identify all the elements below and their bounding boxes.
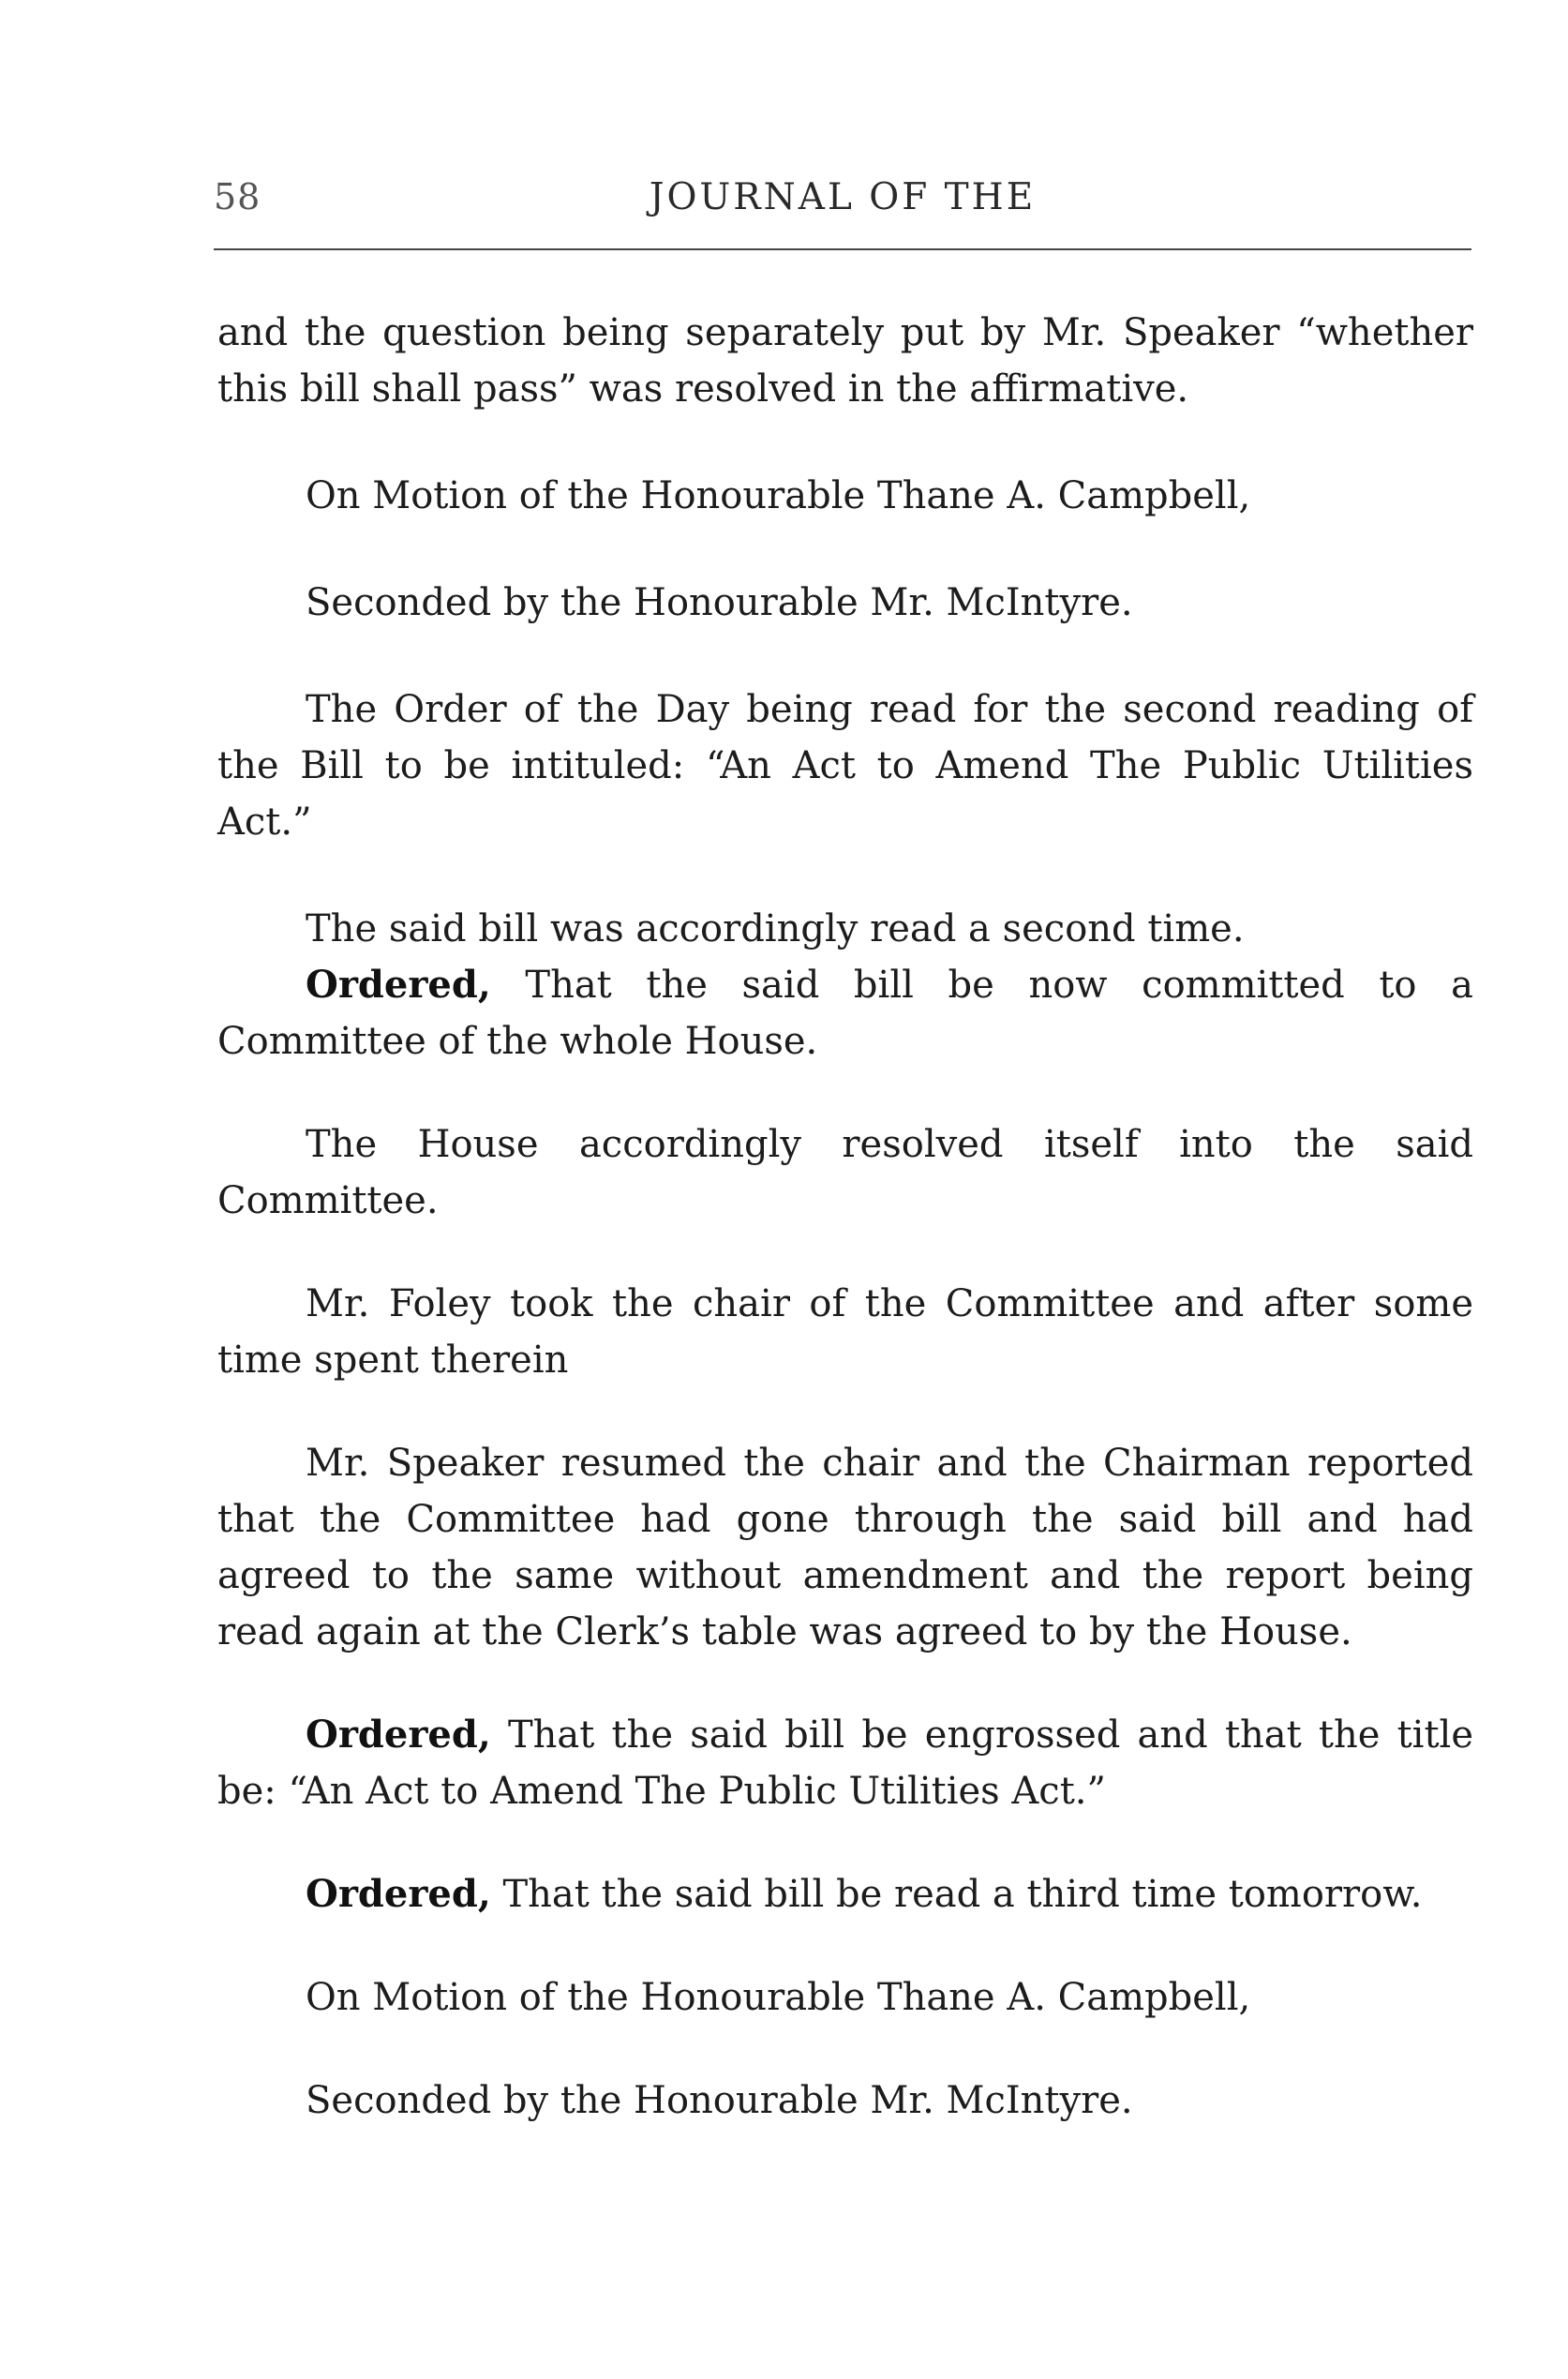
header-rule <box>214 248 1471 250</box>
paragraph-house-resolved: The House accordingly resolved itself into the said Committee. <box>217 1123 1473 1222</box>
paragraph-seconded: Seconded by the Honourable Mr. McIntyre. <box>306 581 1133 624</box>
ordered-text: That the said bill be read a third time tomorrow. <box>490 1873 1423 1916</box>
ordered-text: That the said bill be engrossed and that the title be: “An Act to Amend The Public Utilities Act.” <box>217 1713 1473 1813</box>
paragraph-second-reading: The said bill was accordingly read a second time. <box>306 907 1245 950</box>
ordered-text: That the said bill be now committed to a Committee of the whole House. <box>217 964 1473 1063</box>
ordered-label: Ordered, <box>306 963 491 1007</box>
paragraph-ordered-engrossed <box>217 1707 1473 1819</box>
paragraph-order-of-day: The Order of the Day being read for the second reading of the Bill to be intituled: “An Act to Amend The Public Utilities Act.” <box>217 688 1473 844</box>
running-head: JOURNAL OF THE <box>649 176 1037 218</box>
paragraph-question-result: and the question being separately put by Mr. Speaker “whether this bill shall pass” was resolved in the affirmative. <box>217 311 1473 411</box>
paragraph-chair-taken: Mr. Foley took the chair of the Committee and after some time spent therein <box>217 1282 1473 1382</box>
ordered-label: Ordered, <box>306 1713 491 1757</box>
paragraph-speaker-resumed: Mr. Speaker resumed the chair and the Chairman reported that the Committee had gone through the said bill and had agreed to the same without amendment and the report being read again at the Clerk’s table was agreed to by the House. <box>217 1442 1473 1653</box>
paragraph-ordered-third-reading <box>217 1866 1473 1923</box>
page-number: 58 <box>214 176 261 217</box>
paragraph-seconded-second: Seconded by the Honourable Mr. McIntyre. <box>306 2079 1133 2122</box>
paragraph-motion: On Motion of the Honourable Thane A. Campbell, <box>306 474 1251 517</box>
paragraph-motion-second: On Motion of the Honourable Thane A. Campbell, <box>306 1976 1251 2019</box>
page-header <box>214 176 1471 232</box>
paragraph-ordered-committee <box>217 957 1473 1070</box>
journal-body <box>217 305 1473 2129</box>
ordered-label: Ordered, <box>306 1872 491 1916</box>
